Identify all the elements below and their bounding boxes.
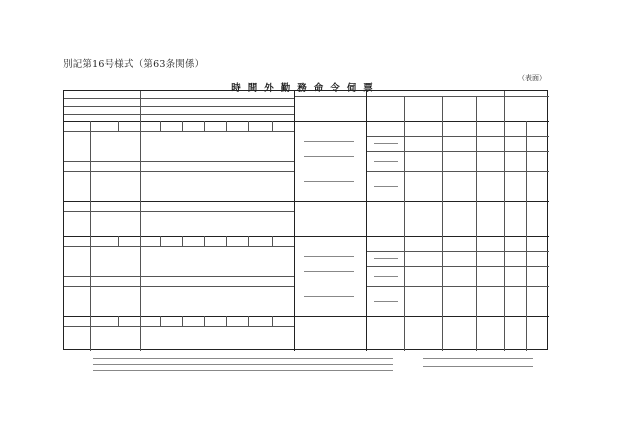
- column-rule: [160, 316, 161, 326]
- time-entry-line: [304, 156, 354, 157]
- footnote-line: [93, 358, 393, 359]
- form-title: 時間外勤務命令伺票: [231, 83, 380, 94]
- column-rule: [272, 236, 273, 246]
- footnote-line: [93, 364, 393, 365]
- column-rule: [404, 96, 405, 351]
- entry-rule: [64, 246, 294, 247]
- column-rule: [160, 236, 161, 246]
- footnotes: [63, 354, 548, 374]
- entry-rule: [366, 151, 549, 152]
- time-entry-line: [374, 276, 398, 277]
- column-rule: [442, 96, 443, 351]
- column-rule: [160, 121, 161, 131]
- entry-rule: [64, 211, 294, 212]
- column-rule: [182, 236, 183, 246]
- column-rule: [204, 121, 205, 131]
- column-rule: [504, 91, 505, 351]
- entry-rule: [64, 286, 294, 287]
- header-rule: [64, 114, 294, 115]
- column-rule: [248, 236, 249, 246]
- entry-rule: [366, 136, 549, 137]
- entry-rule: [366, 171, 549, 172]
- column-rule: [226, 316, 227, 326]
- column-rule: [140, 91, 141, 351]
- entry-rule: [64, 171, 294, 172]
- column-rule: [526, 121, 527, 351]
- time-entry-line: [374, 161, 398, 162]
- entry-rule: [64, 131, 294, 132]
- column-rule: [118, 121, 119, 131]
- column-rule: [272, 316, 273, 326]
- section-rule: [366, 91, 367, 351]
- entry-rule: [366, 286, 549, 287]
- column-rule: [118, 236, 119, 246]
- form-label: 別記第16号様式（第63条関係）: [63, 59, 205, 70]
- time-entry-line: [374, 186, 398, 187]
- time-entry-line: [374, 143, 398, 144]
- column-rule: [248, 316, 249, 326]
- column-rule: [226, 236, 227, 246]
- time-entry-line: [304, 181, 354, 182]
- header-rule: [64, 98, 294, 99]
- entry-rule: [64, 276, 294, 277]
- column-rule: [182, 316, 183, 326]
- entry-rule: [366, 251, 549, 252]
- column-rule: [476, 96, 477, 351]
- overtime-order-grid: [63, 90, 548, 350]
- time-entry-line: [304, 256, 354, 257]
- column-rule: [204, 236, 205, 246]
- column-rule: [182, 121, 183, 131]
- time-entry-line: [374, 301, 398, 302]
- footnote-line: [423, 358, 533, 359]
- column-rule: [226, 121, 227, 131]
- header-rule: [64, 106, 294, 107]
- column-rule: [272, 121, 273, 131]
- time-entry-line: [304, 296, 354, 297]
- entry-rule: [64, 161, 294, 162]
- column-rule: [204, 316, 205, 326]
- footnote-line: [93, 370, 393, 371]
- time-entry-line: [374, 258, 398, 259]
- side-label: （表面）: [518, 74, 546, 82]
- entry-rule: [64, 326, 294, 327]
- time-entry-line: [304, 271, 354, 272]
- column-rule: [90, 121, 91, 351]
- header-rule: [294, 96, 549, 97]
- column-rule: [118, 316, 119, 326]
- time-entry-line: [304, 141, 354, 142]
- entry-rule: [366, 266, 549, 267]
- footnote-line: [423, 366, 533, 367]
- column-rule: [248, 121, 249, 131]
- section-rule: [294, 91, 295, 351]
